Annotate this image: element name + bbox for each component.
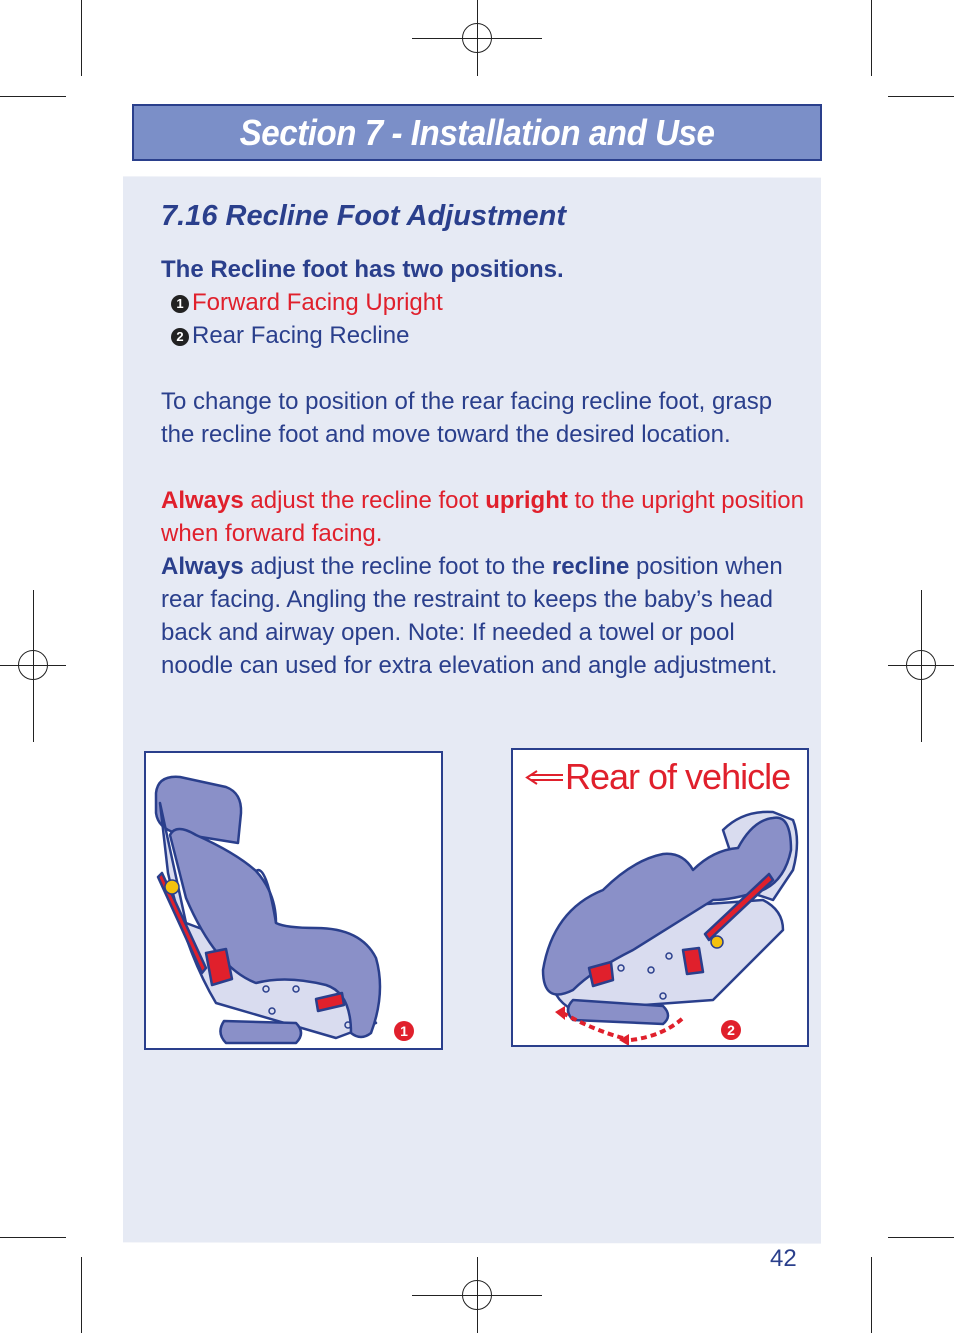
position-marker: 2 bbox=[171, 328, 189, 346]
instruction-text bbox=[161, 200, 811, 682]
car-seat-forward-image bbox=[146, 753, 441, 1048]
forward-facing-instruction: Always adjust the recline foot upright to the upright position when forward facing. bbox=[161, 487, 804, 547]
position-item-1 bbox=[161, 286, 811, 319]
rear-facing-instruction: Always adjust the recline foot to the recline position when rear facing. Angling the restraint to keeps the baby’s head back and airway open. Note: If needed a towel or pool noodle can used for extra elevation and angle adjustment. bbox=[161, 553, 783, 679]
section-header bbox=[132, 104, 822, 161]
crop-mark-icon bbox=[0, 96, 66, 97]
rear-of-vehicle-label: Rear of vehicle bbox=[565, 756, 791, 797]
figure-marker-2: 2 bbox=[721, 1020, 741, 1040]
section-title: Section 7 - Installation and Use bbox=[239, 111, 715, 153]
crop-mark-icon bbox=[871, 1257, 872, 1333]
figure-forward-facing bbox=[144, 751, 443, 1050]
crop-mark-icon bbox=[81, 0, 82, 76]
crop-mark-icon bbox=[888, 1237, 954, 1238]
registration-mark-icon bbox=[462, 1280, 492, 1310]
crop-mark-icon bbox=[871, 0, 872, 76]
page-number: 42 bbox=[770, 1245, 797, 1272]
registration-mark-icon bbox=[462, 23, 492, 53]
figure-marker-1: 1 bbox=[394, 1021, 414, 1041]
crop-mark-icon bbox=[0, 1237, 66, 1238]
registration-mark-icon bbox=[18, 650, 48, 680]
figure-rear-facing bbox=[511, 748, 809, 1047]
position-marker: 1 bbox=[171, 295, 189, 313]
car-seat-rear-image bbox=[513, 750, 807, 1045]
position-label: Rear Facing Recline bbox=[192, 322, 410, 349]
position-label: Forward Facing Upright bbox=[192, 289, 443, 316]
crop-mark-icon bbox=[888, 96, 954, 97]
position-item-2 bbox=[161, 319, 811, 352]
crop-mark-icon bbox=[81, 1257, 82, 1333]
registration-mark-icon bbox=[906, 650, 936, 680]
intro-text: The Recline foot has two positions. bbox=[161, 256, 564, 283]
subsection-title: 7.16 Recline Foot Adjustment bbox=[161, 200, 566, 232]
change-instruction: To change to position of the rear facing recline foot, grasp the recline foot and move toward the desired location. bbox=[161, 388, 773, 448]
